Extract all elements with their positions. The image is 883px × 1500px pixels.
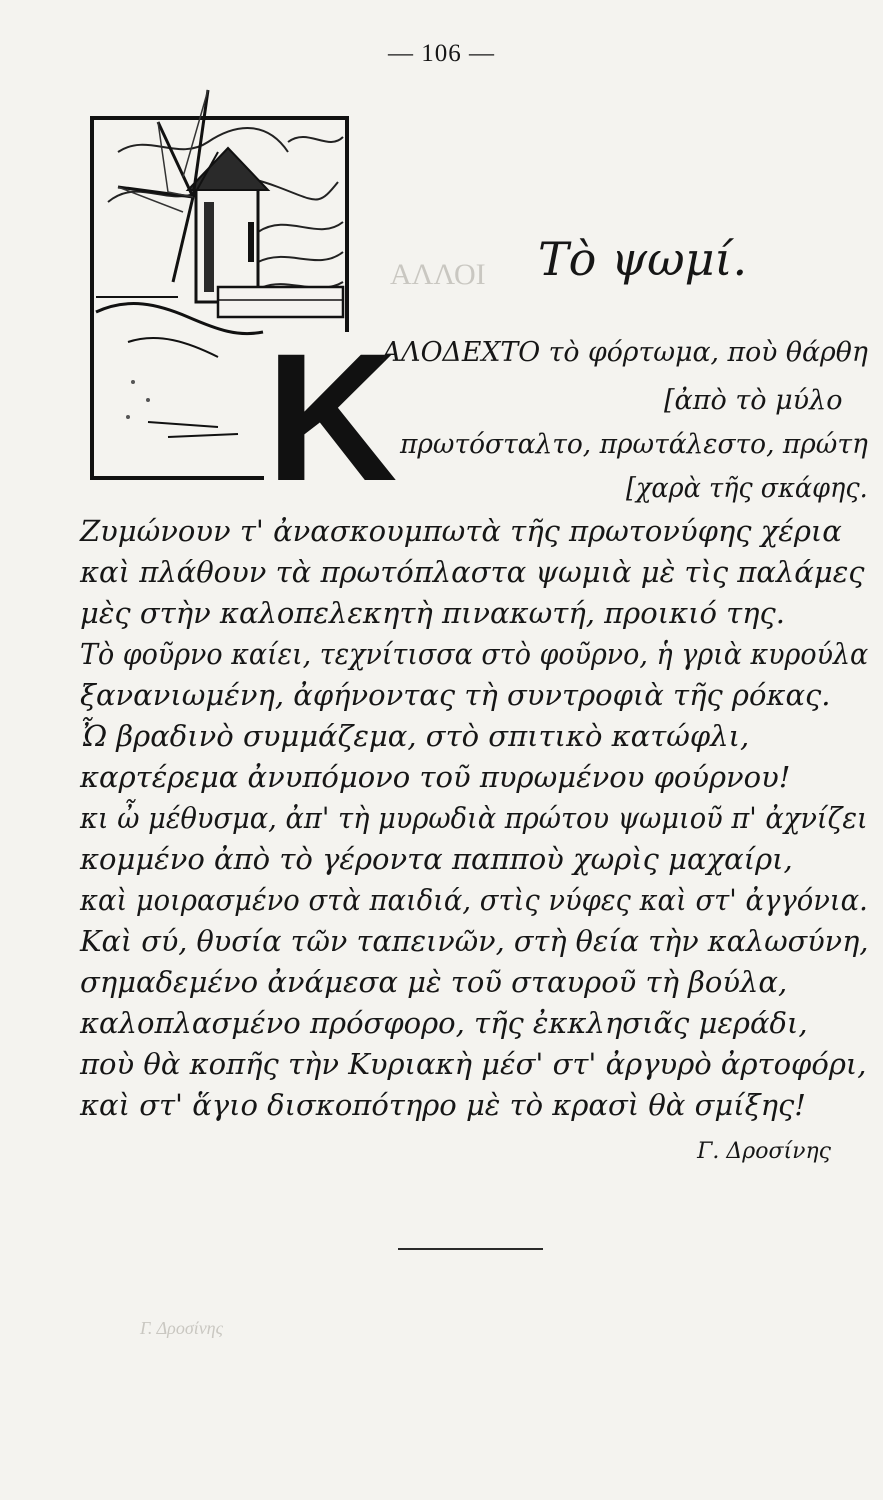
poem-line-7: μὲς στὴν καλοπελεκητὴ πινακωτή, προικιό της. [80, 596, 786, 630]
poem-line-9: ξανανιωμένη, ἀφήνοντας τὴ συντροφιὰ τῆς ρόκας. [80, 678, 831, 712]
poem-line-15: Καὶ σύ, θυσία τῶν ταπεινῶν, στὴ θεία τὴν καλωσύνη, [80, 924, 869, 958]
windmill-illustration [88, 82, 398, 519]
bleed-through-author: Γ. Δροσίνης [140, 1318, 223, 1338]
poem-first-line: ΑΛΟΔΕΧΤΟ τὸ φόρτωμα, ποὺ θάρθη [382, 337, 868, 368]
poem-line-5: Ζυμώνουν τ' ἀνασκουμπωτὰ τῆς πρωτονύφης χέρια [80, 514, 842, 548]
poem-line-8: Τὸ φοῦρνο καίει, τεχνίτισσα στὸ φοῦρνο, ἡ γριὰ κυρούλα [80, 637, 869, 671]
bleed-through-heading: ΑΛΛΟΙ [390, 258, 486, 291]
closing-rule [398, 1248, 543, 1250]
drop-cap-letter: K [266, 315, 398, 519]
poem-line-16: σημαδεμένο ἀνάμεσα μὲ τοῦ σταυροῦ τὴ βούλα, [80, 965, 788, 999]
poem-line-4: [χαρὰ τῆς σκάφης. [626, 473, 868, 504]
poem-line-17: καλοπλασμένο πρόσφορο, τῆς ἐκκλησιᾶς μεράδι, [80, 1006, 808, 1040]
poem-line-13: κομμένο ἀπὸ τὸ γέροντα παπποὺ χωρὶς μαχαίρι, [80, 842, 793, 876]
poem-line-11: καρτέρεμα ἀνυπόμονο τοῦ πυρωμένου φούρνου! [80, 760, 791, 794]
poem-line-19: καὶ στ' ἅγιο δισκοπότηρο μὲ τὸ κρασὶ θὰ σμίξης! [80, 1088, 806, 1122]
poem-line-3: πρωτόσταλτο, πρωτάλεστο, πρώτη [400, 429, 868, 460]
poem-line-2: [ἀπὸ τὸ μύλο [664, 385, 843, 416]
poem-line-12: κι ὦ μέθυσμα, ἀπ' τὴ μυρωδιὰ πρώτου ψωμιοῦ π' ἀχνίζει [80, 801, 868, 835]
page-number: — 106 — [388, 40, 495, 67]
poem-line-14: καὶ μοιρασμένο στὰ παιδιά, στὶς νύφες καὶ στ' ἀγγόνια. [80, 883, 868, 917]
poem-line-18: ποὺ θὰ κοπῆς τὴν Κυριακὴ μέσ' στ' ἀργυρὸ ἀρτοφόρι, [80, 1047, 867, 1081]
poem-line-10: Ὦ βραδινὸ συμμάζεμα, στὸ σπιτικὸ κατώφλι, [80, 719, 750, 753]
poem-title: Τὸ ψωμί. [538, 232, 748, 286]
poem-line-6: καὶ πλάθουν τὰ πρωτόπλαστα ψωμιὰ μὲ τὶς παλάμες [80, 555, 865, 589]
poem-author: Γ. Δροσίνης [697, 1139, 831, 1164]
